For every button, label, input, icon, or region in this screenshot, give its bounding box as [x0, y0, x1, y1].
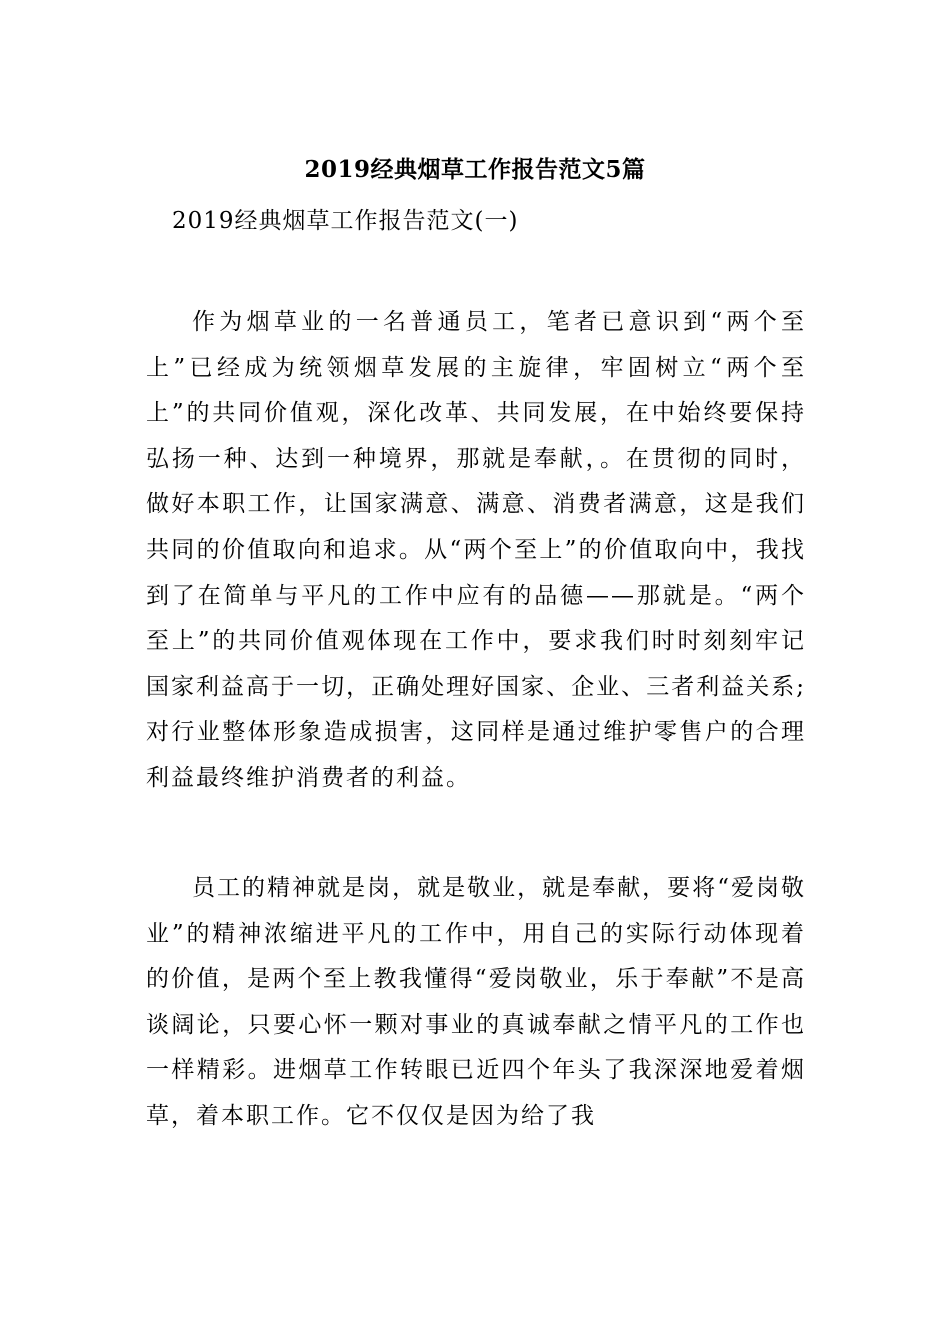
document-title: 2019经典烟草工作报告范文5篇	[304, 156, 646, 183]
body-paragraph-2: 员工的精神就是岗，就是敬业，就是奉献，要将“爱岗敬业”的精神浓缩进平凡的工作中，用自己的实际行动体现着的价值，是两个至上教我懂得“爱岗敬业，乐于奉献”不是高谈阔论，只要心怀一颗对事业的真诚奉献之情平凡的工作也一样精彩。进烟草工作转眼已近四个年头了我深深地爱着烟草，着本职工作。它不仅仅是因为给了我	[146, 875, 806, 1129]
body-paragraph-1: 作为烟草业的一名普通员工，笔者已意识到“两个至上”已经成为统领烟草发展的主旋律，牢固树立“两个至上”的共同价值观，深化改革、共同发展，在中始终要保持弘扬一种、达到一种境界，那就是奉献，。在贯彻的同时，做好本职工作，让国家满意、满意、消费者满意，这是我们共同的价值取向和追求。从“两个至上”的价值取向中，我找到了在简单与平凡的工作中应有的品德——那就是。“两个至上”的共同价值观体现在工作中，要求我们时时刻刻牢记国家利益高于一切，正确处理好国家、企业、三者利益关系;对行业整体形象造成损害，这同样是通过维护零售户的合理利益最终维护消费者的利益。	[146, 309, 806, 791]
document-subtitle: 2019经典烟草工作报告范文(一)	[172, 208, 519, 234]
